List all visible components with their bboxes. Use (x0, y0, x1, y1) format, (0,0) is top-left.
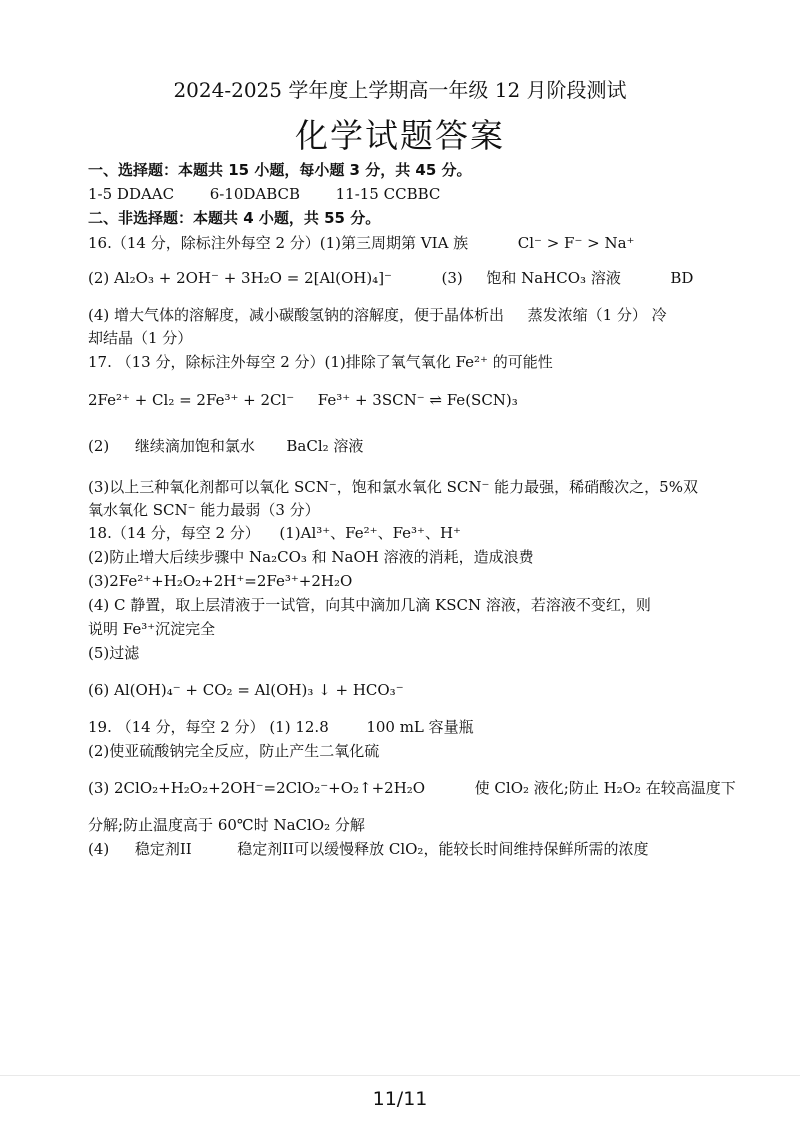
q19-part1-extra: 100 mL 容量瓶 (366, 718, 474, 736)
q16-part4-text: (4) 增大气体的溶解度，减小碳酸氢钠的溶解度，便于晶体析出 (88, 306, 505, 324)
q18-part4-line1: (4) C 静置，取上层清液于一试管，向其中滴加几滴 KSCN 溶液，若溶液不变红，则 (88, 596, 651, 614)
q18-part2: (2)防止增大后续步骤中 Na₂CO₃ 和 NaOH 溶液的消耗，造成浪费 (88, 548, 534, 566)
footer-divider (0, 1075, 800, 1076)
q16-ion-order: Cl⁻ > F⁻ > Na⁺ (517, 234, 635, 252)
q16-line2 (88, 268, 730, 288)
q16-line1 (88, 233, 730, 253)
q17-intro: 17. （13 分，除标注外每空 2 分）(1)排除了氧气氧化 Fe²⁺ 的可能性 (88, 353, 553, 371)
q18-part5: (5)过滤 (88, 644, 140, 662)
q16-part4-continued: 却结晶（1 分） (88, 329, 193, 347)
q17-part3-line2: 氧水氧化 SCN⁻ 能力最弱（3 分） (88, 501, 320, 519)
mc-answer-11-15: 11-15 CCBBC (335, 185, 441, 203)
q19-line1 (88, 717, 730, 737)
q17-part3-line1: (3)以上三种氧化剂都可以氧化 SCN⁻，饱和氯水氧化 SCN⁻ 能力最强，稀硝酸次之，5%双 (88, 478, 698, 496)
q16-part4-extra: 蒸发浓缩（1 分） 冷 (527, 306, 667, 324)
q17-equation-1: 2Fe²⁺ + Cl₂ = 2Fe³⁺ + 2Cl⁻ (88, 391, 295, 409)
mc-answer-6-10: 6-10DABCB (209, 185, 301, 203)
q19-part4-answer: 稳定剂II (134, 840, 192, 858)
q16-part3-choice: BD (670, 269, 694, 287)
q19-part3-continued: 分解;防止温度高于 60℃时 NaClO₂ 分解 (88, 816, 365, 834)
q16-part3-label: (3) (441, 269, 463, 287)
q18-intro: 18.（14 分，每空 2 分） (88, 524, 260, 542)
q17-equations (88, 390, 730, 410)
q19-line3 (88, 778, 736, 798)
q16-line3 (88, 305, 730, 325)
q19-part4-reason: 稳定剂II可以缓慢释放 ClO₂，能较长时间维持保鲜所需的浓度 (237, 840, 649, 858)
q18-part3: (3)2Fe²⁺+H₂O₂+2H⁺=2Fe³⁺+2H₂O (88, 572, 353, 590)
q17-equation-2: Fe³⁺ + 3SCN⁻ ⇌ Fe(SCN)₃ (317, 391, 518, 409)
q16-part3-answer: 饱和 NaHCO₃ 溶液 (486, 269, 621, 287)
q18-line1 (88, 523, 730, 543)
q17-part2-label: (2) (88, 437, 110, 455)
q19-part4-label: (4) (88, 840, 110, 858)
q16-intro: 16.（14 分，除标注外每空 2 分）(1)第三周期第 VIA 族 (88, 234, 469, 252)
q18-part1: (1)Al³⁺、Fe²⁺、Fe³⁺、H⁺ (279, 524, 461, 542)
q17-part2-answer: 继续滴加饱和氯水 (134, 437, 255, 455)
section1-heading: 一、选择题：本题共 15 小题，每小题 3 分，共 45 分。 (88, 161, 472, 179)
exam-title: 2024-2025 学年度上学期高一年级 12 月阶段测试 (173, 78, 627, 102)
page-title: 化学试题答案 (295, 116, 505, 155)
section2-heading: 二、非选择题：本题共 4 小题，共 55 分。 (88, 209, 381, 227)
q17-line3 (88, 436, 730, 456)
q19-intro: 19. （14 分，每空 2 分） (1) 12.8 (88, 718, 329, 736)
q19-part3-equation: (3) 2ClO₂+H₂O₂+2OH⁻=2ClO₂⁻+O₂↑+2H₂O (88, 779, 426, 797)
mc-answer-1-5: 1-5 DDAAC (88, 185, 175, 203)
q16-part2-equation: Al₂O₃ + 2OH⁻ + 3H₂O = 2[Al(OH)₄]⁻ (114, 269, 392, 287)
page-number: 11/11 (372, 1088, 428, 1110)
q16-part2-label: (2) (88, 269, 110, 287)
q19-part2: (2)使亚硫酸钠完全反应，防止产生二氧化硫 (88, 742, 380, 760)
q19-line5 (88, 839, 730, 859)
q19-part3-reason: 使 ClO₂ 液化;防止 H₂O₂ 在较高温度下 (474, 779, 736, 797)
mc-answers (88, 184, 730, 204)
q18-part4-line2: 说明 Fe³⁺沉淀完全 (88, 620, 216, 638)
q18-part6: (6) Al(OH)₄⁻ + CO₂ = Al(OH)₃ ↓ + HCO₃⁻ (88, 681, 404, 699)
q17-part2-reagent: BaCl₂ 溶液 (286, 437, 364, 455)
